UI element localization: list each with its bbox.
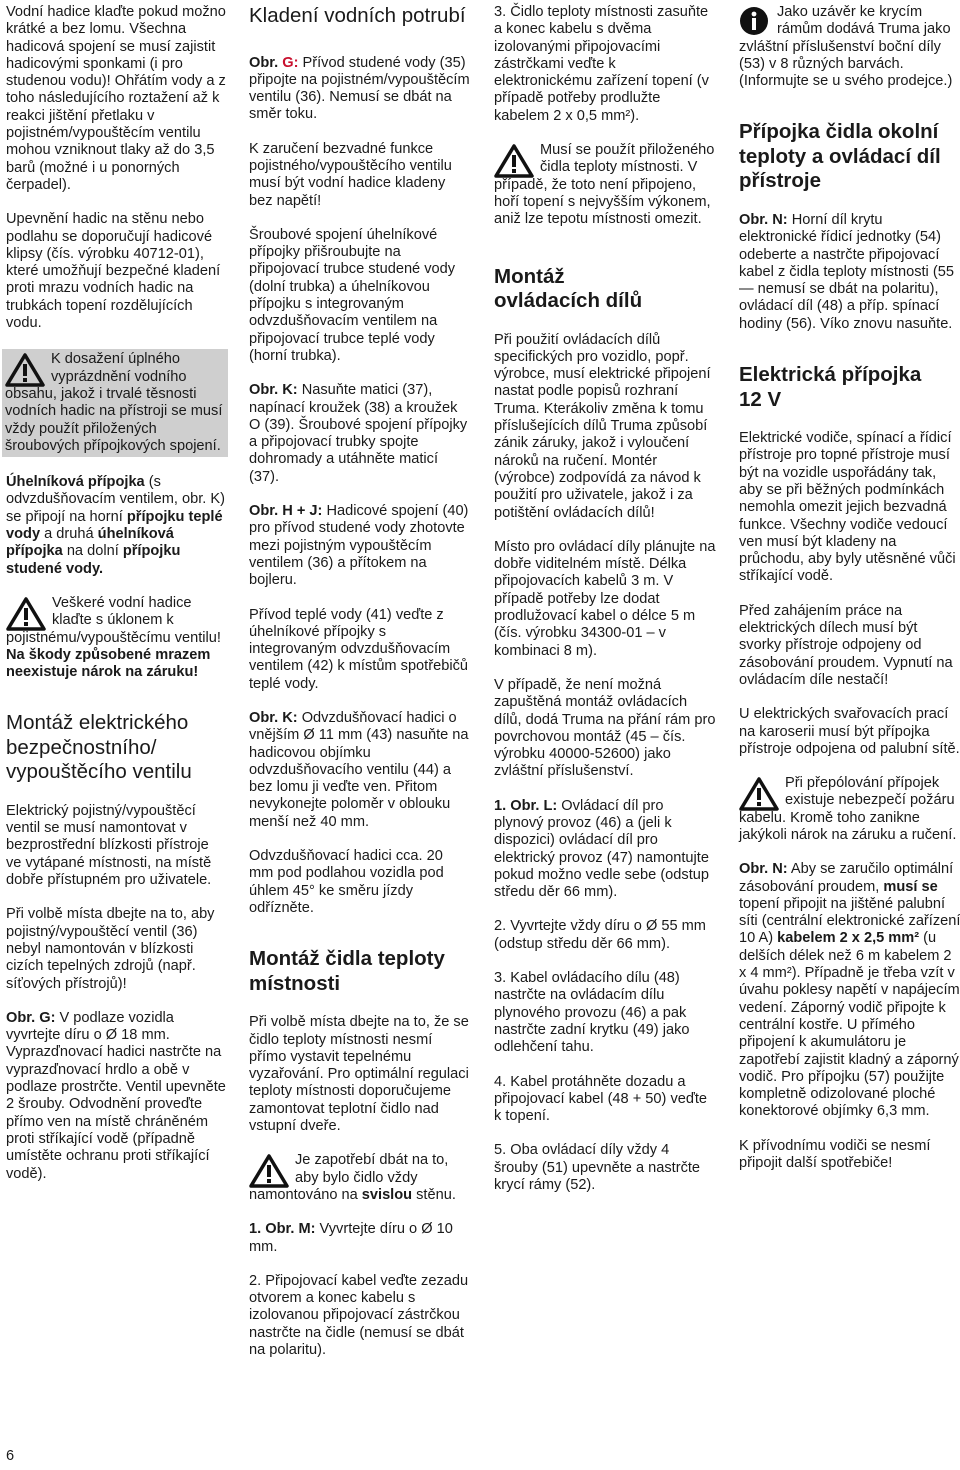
text: úhelníková přípojka <box>6 526 174 560</box>
paragraph: Elektrické vodiče, spínací a řídicí přístroje pro topné přístroje musí být na vozidle uspořádány tak, aby se při běžných podmínkách nemohla omezit jejich bezvadná funkce. Všechny vodiče vedoucí ven musí být kladeny na průchodu, aby byly utěsněné vůči stříkající vodě. <box>739 430 956 585</box>
paragraph <box>494 798 716 902</box>
paragraph: Při volbě místa dbejte na to, aby pojistný/vypouštěcí ventil (36) nebyl namontován v blízkosti cizích tepelných zdrojů (např. síťových přístrojů)! <box>6 906 215 992</box>
paragraph <box>6 1010 228 1183</box>
warning-text-bold: Na škody způsobené mrazem neexistuje nárok na záruku! <box>6 646 211 681</box>
text: Horní díl krytu elektronické řídicí jednotky (54) odeberte a nastrčte připojovací kabel z čidla teploty místnosti (55 — nemusí se dbát na polaritu), ovládací díl (48) a příp. spínací hodiny (56). Víko znovu nasuňte. <box>739 211 954 332</box>
warning-icon <box>6 597 46 629</box>
text: Hadicové spojení (40) pro přívod studené vody zhotovte mezi pojistným vypouštěcím ventilem (36) a přítokem na bojleru. <box>249 503 469 589</box>
paragraph: Odvzdušňovací hadici cca. 20 mm pod podlahou vozidla pod úhlem 45° ke směru jízdy odřízněte. <box>249 848 444 916</box>
section-heading: Montáž ovládacích dílů <box>494 264 643 313</box>
figure-ref: 1. Obr. L: <box>494 797 558 814</box>
paragraph: Přívod teplé vody (41) veďte z úhelníkové přípojky s integrovaným odvzdušňovacím ventilem (42) k místům spotřebičů teplé vody. <box>249 606 468 692</box>
text: musí se <box>883 878 938 895</box>
warning-icon <box>739 777 779 809</box>
paragraph: Při použití ovládacích dílů specifických pro vozidlo, popř. výrobce, musí elektrické připojení nastat podle popisů rozhraní Truma. Kterákoliv změna k tomu příslušejících dílů Truma způsobí zánik záruky, jakož i vyloučení nároků na ručení. Montér (výrobce) zodpovídá za návod k použití pro uživatele, jakož i za potištění ovládacích dílů! <box>494 331 711 521</box>
figure-ref: Obr. K: <box>249 382 298 399</box>
paragraph: Elektrický pojistný/vypouštěcí ventil se musí namontovat v bezprostřední blízkosti přístroje ve vytápané místnosti, na místě dobře přístupném pro uživatele. <box>6 802 212 889</box>
paragraph <box>6 4 228 194</box>
text: Ovládací díl pro plynový provoz (46) a (jeli k dispozici) ovládací díl pro elektrický provoz (47) namontujte pokud možno vedle sebe (odstup středu děr 66 mm). <box>494 797 709 901</box>
column-4 <box>739 4 960 1189</box>
paragraph: U elektrických svařovacích prací na karoserii musí být přípojka přístroje odpojena od palubní sítě. <box>739 706 960 757</box>
warning-text: stěnu. <box>412 1186 456 1203</box>
text: Vyvrtejte díru o Ø 10 mm. <box>249 1221 453 1255</box>
figure-ref: Obr. N: <box>739 861 788 878</box>
text: výrobku 40712-01), které umožňují bezpečné kladení proti mrazu vodních hadic na trubkách topení rozdělujících vodu. <box>6 245 221 332</box>
info-icon <box>739 6 769 36</box>
section-heading: Elektrická přípojka 12 V <box>739 363 922 411</box>
warning-text: Při přepólování přípojek existuje nebezpečí požáru kabelu. Kromě toho zanikne jakýkoli nárok na záruku a ručení. <box>739 775 957 843</box>
warning-box <box>494 142 716 228</box>
section-heading: Kladení vodních potrubí <box>249 4 466 27</box>
warning-text: K dosažení úplného vyprázdnění vodního obsahu, jakož i trvalé těsnosti vodních hadic na přístroji se musí vždy použít přiložených šroubových přípojkových spojení. <box>5 351 223 454</box>
paragraph: 4. Kabel protáhněte dozadu a připojovací kabel (48 + 50) veďte k topení. <box>494 1073 707 1125</box>
paragraph: 2. Vyvrtejte vždy díru o Ø 55 mm (odstup středu děr 66 mm). <box>494 918 706 952</box>
figure-ref: Obr. H + J: <box>249 503 323 520</box>
figure-ref: Obr. N: <box>739 211 788 228</box>
paragraph: 3. Kabel ovládacího dílu (48) nastrčte na ovládacím dílu plynového provozu (46) a pak nastrčte zadní krytku (49) jako odlehčení tahu. <box>494 970 690 1056</box>
text: Přívod studené vody (35) připojte na pojistném/vypouštěcím ventilu (36). Nemusí se dbát na směr toku. <box>249 54 470 123</box>
paragraph <box>739 212 960 333</box>
paragraph: 2. Připojovací kabel veďte zezadu otvorem a konec kabelu s izolovanou připojovací zástrčkou nastrčte na čidle (nemusí se dbát na polaritu). <box>249 1272 469 1359</box>
paragraph: K zaručení bezvadné funkce pojistného/vypouštěcího ventilu musí být vodní hadice kladeny bez napětí! <box>249 140 452 209</box>
text: (u delších délek než 6 m kabelem 2 x 4 mm²). Případně je třeba vzít v úvahu poklesy napětí v napájecím vedení. Záporný vodič připojte k centrální kostře. U přímého připojení k akumulátoru je zapotřebí zajistit kladný a záporný vodič. Pro přípojku (57) použijte kompletně odizolované ploché konektorové objímky 6,3 mm. <box>739 930 960 1120</box>
section-heading: Montáž elektrického bezpečnostního/ vypouštěcího ventilu <box>6 711 192 784</box>
text: a druhá <box>40 526 98 543</box>
figure-ref: 1. Obr. M: <box>249 1221 316 1238</box>
paragraph: 5. Oba ovládací díly vždy 4 šrouby (51) upevněte a nastrčte krycí rámy (52). <box>494 1142 701 1194</box>
text: V podlaze vozidla vyvrtejte díru o Ø 18 mm. Vyprazďnovací hadici nastrčte na vyprazďnovací hrdlo a obě v podlaze prostrčte. Ventil upevněte 2 šrouby. Odvodnění proveďte přímo ven na místě chráněném proti stříkající vodě (případně umístěte ochranu proti stříkající vodě). <box>6 1009 226 1182</box>
paragraph <box>6 474 228 578</box>
text: Odvzdušňovací hadici o vnějším Ø 11 mm (43) nasuňte na hadicovou objímku odvzdušňovacího ventilu (44) a bez lomu ji veďte ven. Přitom nevykonejte poloměr v oblouku menší než 40 mm. <box>249 710 469 830</box>
text: topení připojit na jištěné palubní síti (centrální elektronické zařízení 10 A) <box>739 895 960 947</box>
section-heading: Montáž čidla teploty místnosti <box>249 947 445 995</box>
figure-ref: Obr. K: <box>249 710 298 726</box>
paragraph: Šroubové spojení úhelníkové přípojky přišroubujte na připojovací trubce studené vody (dolní trubka) a úhelníkovou přípojku s integrovaným odvzdušňovacím ventilem na připojovací trubce teplé vody (horní trubka). <box>249 226 456 364</box>
warning-icon <box>494 144 534 176</box>
text: (s odvzdušňovacím ventilem, obr. K) se připojí na horní <box>6 474 226 525</box>
paragraph: K přívodnímu vodiči se nesmí připojit další spotřebiče! <box>739 1137 931 1172</box>
figure-ref: G: <box>278 54 299 71</box>
column-3 <box>494 4 716 1211</box>
paragraph: 3. Čidlo teploty místnosti zasuňte a konec kabelu s dvěma izolovanými připojovacími zástrčkami veďte k elektronickému zařízení topení (v případě potřeby prodlužte kabelem 2 x 0,5 mm²). <box>494 4 709 124</box>
paragraph: Při volbě místa dbejte na to, že se čidlo teploty místnosti nesmí přímo vystavit tepelnému vyzařování. Pro optimální regulaci teploty místnosti doporučujeme zamontovat teplotní čidlo nad vstupní dveře. <box>249 1014 469 1135</box>
paragraph <box>6 211 228 332</box>
figure-ref: Obr. G: <box>6 1009 56 1026</box>
warning-icon <box>5 353 45 385</box>
paragraph <box>739 861 960 1120</box>
paragraph: Místo pro ovládací díly plánujte na dobře viditelném místě. Délka připojovacích kabelů 3 m. V případě potřeby lze dodat prodlužovací kabel o délce 5 m (čís. výrobku 34300-01 – v kombinaci 8 m). <box>494 538 716 659</box>
paragraph <box>249 1221 471 1256</box>
warning-text: Veškeré vodní hadice klaďte s úklonem k pojistnému/vypouštěcímu ventilu! <box>6 594 221 646</box>
warning-box <box>739 775 960 844</box>
text: Aby se zaručilo optimální zásobování proudem, <box>739 861 954 895</box>
text: na dolní <box>62 543 123 560</box>
text: kabelem 2 x 2,5 mm² <box>777 930 920 947</box>
warning-text-bold: svislou <box>361 1186 413 1203</box>
warning-box <box>249 1152 471 1204</box>
column-2 <box>249 4 471 1376</box>
warning-text: Je zapotřebí dbát na to, aby bylo čidlo vždy namontováno na <box>249 1152 449 1203</box>
paragraph <box>249 55 471 124</box>
section-heading: Přípojka čidla okolní teploty a ovládací díl přístroje <box>739 120 941 193</box>
text: Vodní hadice klaďte pokud možno krátké a bez lomu. Všechna hadicová spojení se musí zajistit hadicovými sponkami (i pro studenou vodu)! <box>6 4 226 90</box>
page-number: 6 <box>6 1448 15 1464</box>
info-box <box>739 4 960 90</box>
text: Ohřátím vody a z toho následujícího roztažení až k reakci jištění přetlaku v pojistném/vypouštěcím ventilu mohou vzniknout tlaky až do 3,5 barů (možné i u ponorných čerpadel). <box>6 73 226 193</box>
paragraph <box>249 503 471 589</box>
paragraph: V případě, že není možná zapuštěná montáž ovládacích dílů, dodá Truma na přání rám pro povrchovou montáž (45 – čís. výrobku 40000-52600) jako zvláštní příslušenství. <box>494 676 716 780</box>
figure-ref: Obr. <box>249 54 279 71</box>
column-1 <box>6 4 228 1200</box>
paragraph <box>249 382 471 486</box>
info-text: Jako uzávěr ke krycím rámům dodává Truma jako zvláštní příslušenství boční díly (53) v 8 různých barvách. (Informujte se u svého prodejce.) <box>739 4 953 90</box>
text: přípojku teplé vody <box>6 508 223 543</box>
text: Nasuňte matici (37), napínací kroužek (38) a kroužek O (39). Šroubové spojení přípojky a připojovací trubky spojte dohromady a utáhněte maticí (37). <box>249 382 468 485</box>
text: Upevnění hadic na stěnu nebo podlahu se doporučují hadicové klipsy (čís. <box>6 211 213 262</box>
paragraph <box>249 710 471 831</box>
warning-box <box>6 595 228 681</box>
paragraph: Před zahájením práce na elektrických dílech musí být svorky přístroje odpojeny od zásobování proudem. Vypnutí na ovládacím díle nestačí! <box>739 602 953 688</box>
warning-box <box>2 349 228 457</box>
text: Úhelníková přípojka <box>6 474 145 491</box>
warning-icon <box>249 1154 289 1186</box>
warning-text: Musí se použít přiloženého čidla teploty místnosti. V případě, že toto není připojeno, hoří topení s nejvyšším výkonem, aniž lze tepotu místnosti omezit. <box>494 142 715 228</box>
text: přípojku studené vody. <box>6 543 181 577</box>
